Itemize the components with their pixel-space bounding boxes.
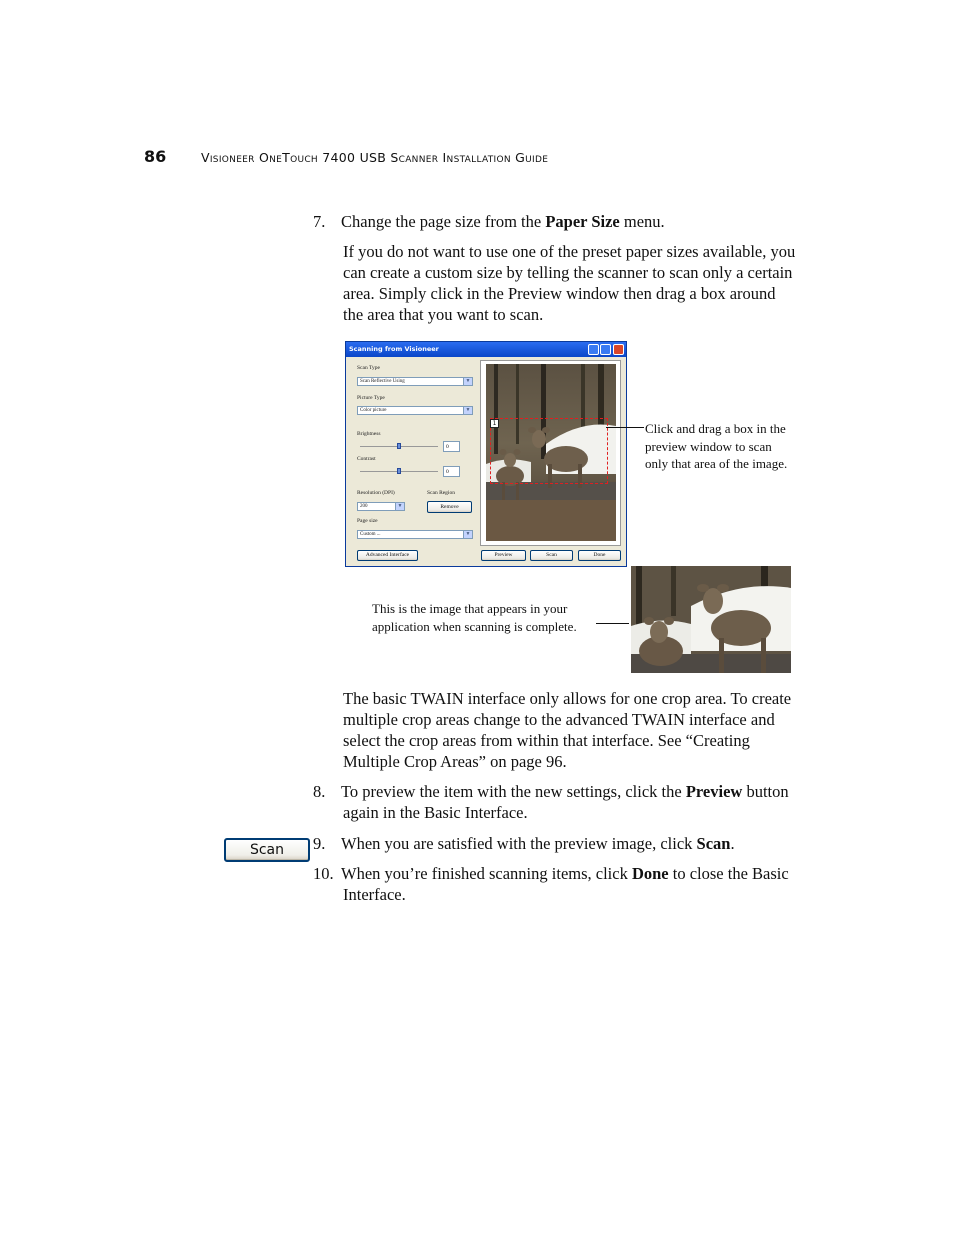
button-name: Scan [696,834,731,853]
step-text: When you are satisfied with the preview image, click [341,834,697,853]
brightness-label: Brightness [357,431,381,437]
crop-region-marker: 1 [490,419,499,428]
text-line: the area that you want to scan. [343,305,544,324]
advanced-interface-button[interactable]: Advanced Interface [357,550,418,561]
scan-type-value: Scan Reflective Using [360,379,405,384]
contrast-slider-thumb[interactable] [397,468,401,474]
running-head: Visioneer OneTouch 7400 USB Scanner Installation Guide [201,150,549,165]
callout-line-text: This is the image that appears in your [372,601,568,616]
text-line: can create a custom size by telling the scanner to scan only a certain [343,263,793,282]
step-text-line2: again in the Basic Interface. [343,803,528,822]
callout-line-text: only that area of the image. [645,456,788,471]
step-text-end: . [730,834,735,853]
step-text-end: to close the Basic [668,864,789,883]
drag-box-callout [645,420,805,473]
chevron-down-icon: ▼ [395,503,404,510]
result-callout [372,600,602,635]
text-line: Multiple Crop Areas” on page 96. [343,752,567,771]
preview-button[interactable]: Preview [481,550,526,561]
menu-name: Paper Size [545,212,620,231]
deer-photo-cropped [631,566,791,673]
step-number: 8. [313,782,326,801]
twain-paragraph [343,688,813,772]
text-line: multiple crop areas change to the advanced TWAIN interface and [343,710,775,729]
dialog-title: Scanning from Visioneer [349,345,439,353]
dialog-scan-button[interactable]: Scan [530,550,573,561]
contrast-input[interactable]: 0 [443,466,460,477]
text-line: select the crop areas from within that interface. See “Creating [343,731,750,750]
callout-line [596,623,629,624]
brightness-slider-thumb[interactable] [397,443,401,449]
callout-line-text: Click and drag a box in the [645,421,786,436]
picture-type-value: Color picture [360,408,387,413]
scan-type-select[interactable] [357,377,473,386]
maximize-icon[interactable] [600,344,611,355]
callout-line-text: preview window to scan [645,438,772,454]
dialog-titlebar [346,342,626,357]
text-line: area. Simply click in the Preview window then drag a box around [343,284,776,303]
cropped-result-image [631,566,791,673]
done-button[interactable]: Done [578,550,621,561]
step-10 [313,863,813,905]
page-size-label: Page size [357,518,378,524]
step-text-line2: Interface. [343,885,406,904]
picture-type-label: Picture Type [357,395,385,401]
chevron-down-icon: ▼ [463,531,472,538]
page-number: 86 [144,147,167,166]
contrast-label: Contrast [357,456,376,462]
button-name: Preview [685,782,743,801]
step-text-end: menu. [619,212,665,231]
scan-region-label: Scan Region [427,490,455,496]
remove-button[interactable]: Remove [427,501,472,513]
page-size-value: Custom ... [360,532,381,537]
callout-line-text: application when scanning is complete. [372,618,577,634]
picture-type-select[interactable] [357,406,473,415]
resolution-value: 200 [360,504,368,509]
close-icon[interactable] [613,344,624,355]
step-text-end: button [742,782,789,801]
resolution-select[interactable] [357,502,405,511]
button-name: Done [631,864,669,883]
step-text: To preview the item with the new settings, click the [341,782,686,801]
step-7 [313,211,665,232]
custom-size-paragraph [343,241,813,325]
minimize-icon[interactable] [588,344,599,355]
resolution-label: Resolution (DPI) [357,490,395,496]
text-line: The basic TWAIN interface only allows for one crop area. To create [343,689,792,708]
crop-region-box[interactable] [490,418,608,484]
step-text: Change the page size from the [341,212,546,231]
chevron-down-icon: ▼ [463,407,472,414]
step-9 [313,833,813,854]
callout-line [606,427,644,428]
page-size-select[interactable] [357,530,473,539]
step-number: 9. [313,834,326,853]
scan-button-illustration[interactable]: Scan [224,838,310,862]
step-number: 7. [313,212,326,231]
step-text: When you’re finished scanning items, click [341,864,632,883]
step-number: 10. [313,864,334,883]
brightness-input[interactable]: 0 [443,441,460,452]
text-line: If you do not want to use one of the preset paper sizes available, you [343,242,796,261]
scan-type-label: Scan Type [357,365,380,371]
chevron-down-icon: ▼ [463,378,472,385]
step-8 [313,781,813,823]
